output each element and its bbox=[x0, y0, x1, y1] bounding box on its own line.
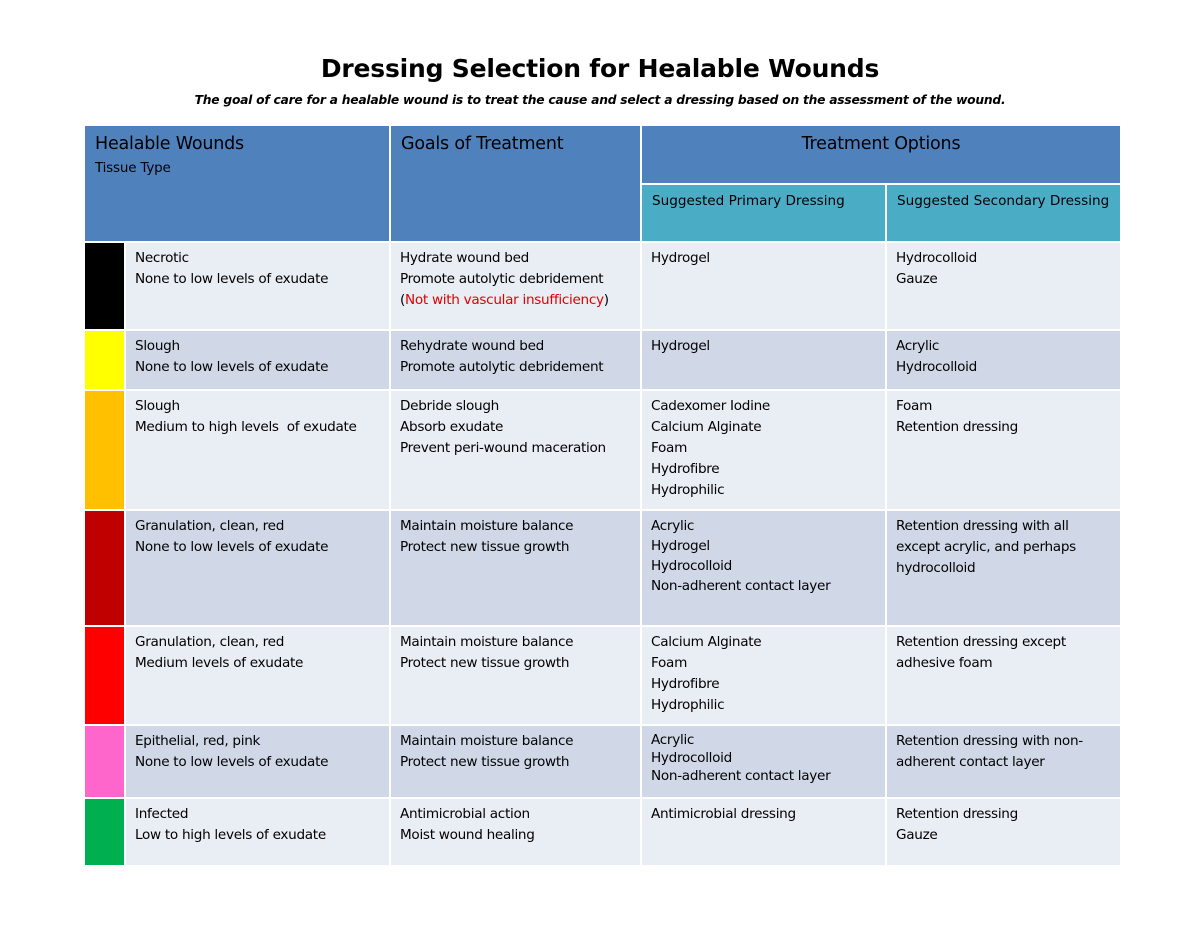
goal-item: Protect new tissue growth bbox=[400, 655, 570, 671]
primary-item: Hydrofibre bbox=[651, 461, 720, 477]
goal-item: Debride slough bbox=[400, 398, 499, 414]
wound-color-swatch bbox=[85, 511, 124, 625]
primary-dressing-cell bbox=[642, 391, 885, 509]
header-goals bbox=[391, 126, 640, 241]
goal-item: Prevent peri-wound maceration bbox=[400, 440, 606, 456]
wound-type: Infected bbox=[135, 806, 189, 822]
primary-dressing-cell bbox=[642, 726, 885, 797]
header-secondary-dressing bbox=[887, 185, 1120, 241]
secondary-item: Retention dressing bbox=[896, 806, 1018, 822]
secondary-item: Gauze bbox=[896, 271, 938, 287]
secondary-dressing-cell bbox=[887, 511, 1120, 625]
header-tissue-type: Tissue Type bbox=[95, 160, 171, 176]
wound-type: Necrotic bbox=[135, 250, 189, 266]
primary-item: Hydrophilic bbox=[651, 482, 725, 498]
header-primary-line2: Primary Dressing bbox=[728, 193, 845, 209]
secondary-dressing-cell bbox=[887, 331, 1120, 389]
wound-exudate: None to low levels of exudate bbox=[135, 754, 329, 770]
goals-cell bbox=[391, 511, 640, 625]
goal-item: Absorb exudate bbox=[400, 419, 504, 435]
secondary-dressing-cell bbox=[887, 799, 1120, 865]
wound-type: Epithelial, red, pink bbox=[135, 733, 261, 749]
secondary-item: Hydrocolloid bbox=[896, 250, 977, 266]
wound-type-cell bbox=[126, 331, 389, 389]
header-primary-dressing bbox=[642, 185, 885, 241]
goals-cell bbox=[391, 726, 640, 797]
wound-color-swatch bbox=[85, 391, 124, 509]
secondary-item: Foam bbox=[896, 398, 933, 414]
wound-type-cell bbox=[126, 627, 389, 724]
page-title: Dressing Selection for Healable Wounds bbox=[320, 54, 880, 83]
header-treatment-options bbox=[642, 126, 1120, 183]
goal-item: Promote autolytic debridement bbox=[400, 359, 604, 375]
primary-item: Acrylic bbox=[651, 518, 695, 534]
primary-item: Hydrogel bbox=[651, 538, 710, 554]
secondary-dressing-cell bbox=[887, 726, 1120, 797]
goal-item: Maintain moisture balance bbox=[400, 634, 574, 650]
header-healable-wounds bbox=[85, 126, 389, 241]
primary-item: Hydrofibre bbox=[651, 676, 720, 692]
secondary-text: Retention dressing with non-adherent contact layer bbox=[896, 733, 1083, 770]
goal-warning-close: ) bbox=[603, 292, 609, 308]
primary-item: Antimicrobial dressing bbox=[651, 806, 796, 822]
primary-item: Hydrocolloid bbox=[651, 750, 732, 766]
wound-exudate: None to low levels of exudate bbox=[135, 271, 329, 287]
primary-item: Acrylic bbox=[651, 732, 695, 748]
goal-item: Maintain moisture balance bbox=[400, 518, 574, 534]
goal-item: Protect new tissue growth bbox=[400, 539, 570, 555]
goals-cell bbox=[391, 627, 640, 724]
wound-color-swatch bbox=[85, 799, 124, 865]
goals-cell bbox=[391, 799, 640, 865]
secondary-item: Gauze bbox=[896, 827, 938, 843]
primary-dressing-cell bbox=[642, 511, 885, 625]
wound-type-cell bbox=[126, 391, 389, 509]
secondary-item: Retention dressing bbox=[896, 419, 1018, 435]
wound-type: Slough bbox=[135, 338, 180, 354]
goals-cell bbox=[391, 243, 640, 329]
goals-cell bbox=[391, 331, 640, 389]
wound-exudate: None to low levels of exudate bbox=[135, 359, 329, 375]
wound-exudate: None to low levels of exudate bbox=[135, 539, 329, 555]
page-subtitle: The goal of care for a healable wound is to treat the cause and select a dressing based on the assessment of the wound. bbox=[194, 93, 1006, 107]
primary-item: Hydrogel bbox=[651, 250, 710, 266]
wound-color-swatch bbox=[85, 331, 124, 389]
primary-item: Calcium Alginate bbox=[651, 419, 762, 435]
primary-dressing-cell bbox=[642, 243, 885, 329]
primary-item: Non-adherent contact layer bbox=[651, 578, 831, 594]
goal-item: Hydrate wound bed bbox=[400, 250, 529, 266]
primary-item: Non-adherent contact layer bbox=[651, 768, 831, 784]
wound-color-swatch bbox=[85, 726, 124, 797]
goal-warning-open: ( bbox=[400, 292, 406, 308]
secondary-dressing-cell bbox=[887, 627, 1120, 724]
secondary-item: Hydrocolloid bbox=[896, 359, 977, 375]
primary-item: Calcium Alginate bbox=[651, 634, 762, 650]
goal-item: Antimicrobial action bbox=[400, 806, 530, 822]
goal-warning-text: Not with vascular insufficiency bbox=[405, 292, 604, 308]
wound-type-cell bbox=[126, 243, 389, 329]
primary-item: Cadexomer Iodine bbox=[651, 398, 770, 414]
secondary-dressing-cell bbox=[887, 243, 1120, 329]
wound-color-swatch bbox=[85, 627, 124, 724]
wound-type-cell bbox=[126, 799, 389, 865]
primary-dressing-cell bbox=[642, 799, 885, 865]
primary-item: Hydrophilic bbox=[651, 697, 725, 713]
wound-type-cell bbox=[126, 511, 389, 625]
primary-dressing-cell bbox=[642, 627, 885, 724]
header-secondary-line2: Secondary Dressing bbox=[973, 193, 1110, 209]
secondary-text: Retention dressing except adhesive foam bbox=[896, 634, 1066, 671]
wound-type-cell bbox=[126, 726, 389, 797]
goal-item: Protect new tissue growth bbox=[400, 754, 570, 770]
wound-type: Slough bbox=[135, 398, 180, 414]
primary-item: Foam bbox=[651, 655, 688, 671]
primary-item: Foam bbox=[651, 440, 688, 456]
goal-item: Rehydrate wound bed bbox=[400, 338, 544, 354]
wound-exudate: Low to high levels of exudate bbox=[135, 827, 326, 843]
wound-color-swatch bbox=[85, 243, 124, 329]
primary-item: Hydrogel bbox=[651, 338, 710, 354]
header-wounds-label: Healable Wounds bbox=[95, 134, 244, 154]
dressing-table bbox=[85, 126, 1120, 865]
goal-warning bbox=[400, 290, 630, 311]
primary-item: Hydrocolloid bbox=[651, 558, 732, 574]
secondary-text: Retention dressing with all except acrylic, and perhaps hydrocolloid bbox=[896, 518, 1076, 576]
wound-type: Granulation, clean, red bbox=[135, 634, 285, 650]
secondary-item: Acrylic bbox=[896, 338, 940, 354]
wound-exudate: Medium to high levels of exudate bbox=[135, 419, 357, 435]
goal-item: Promote autolytic debridement bbox=[400, 271, 604, 287]
wound-type: Granulation, clean, red bbox=[135, 518, 285, 534]
header-secondary-line1: Suggested bbox=[897, 193, 970, 209]
goal-item: Maintain moisture balance bbox=[400, 733, 574, 749]
wound-exudate: Medium levels of exudate bbox=[135, 655, 304, 671]
header-options-label: Treatment Options bbox=[801, 134, 961, 154]
header-primary-line1: Suggested bbox=[652, 193, 725, 209]
header-goals-label: Goals of Treatment bbox=[401, 134, 564, 154]
goals-cell bbox=[391, 391, 640, 509]
goal-item: Moist wound healing bbox=[400, 827, 535, 843]
secondary-dressing-cell bbox=[887, 391, 1120, 509]
primary-dressing-cell bbox=[642, 331, 885, 389]
